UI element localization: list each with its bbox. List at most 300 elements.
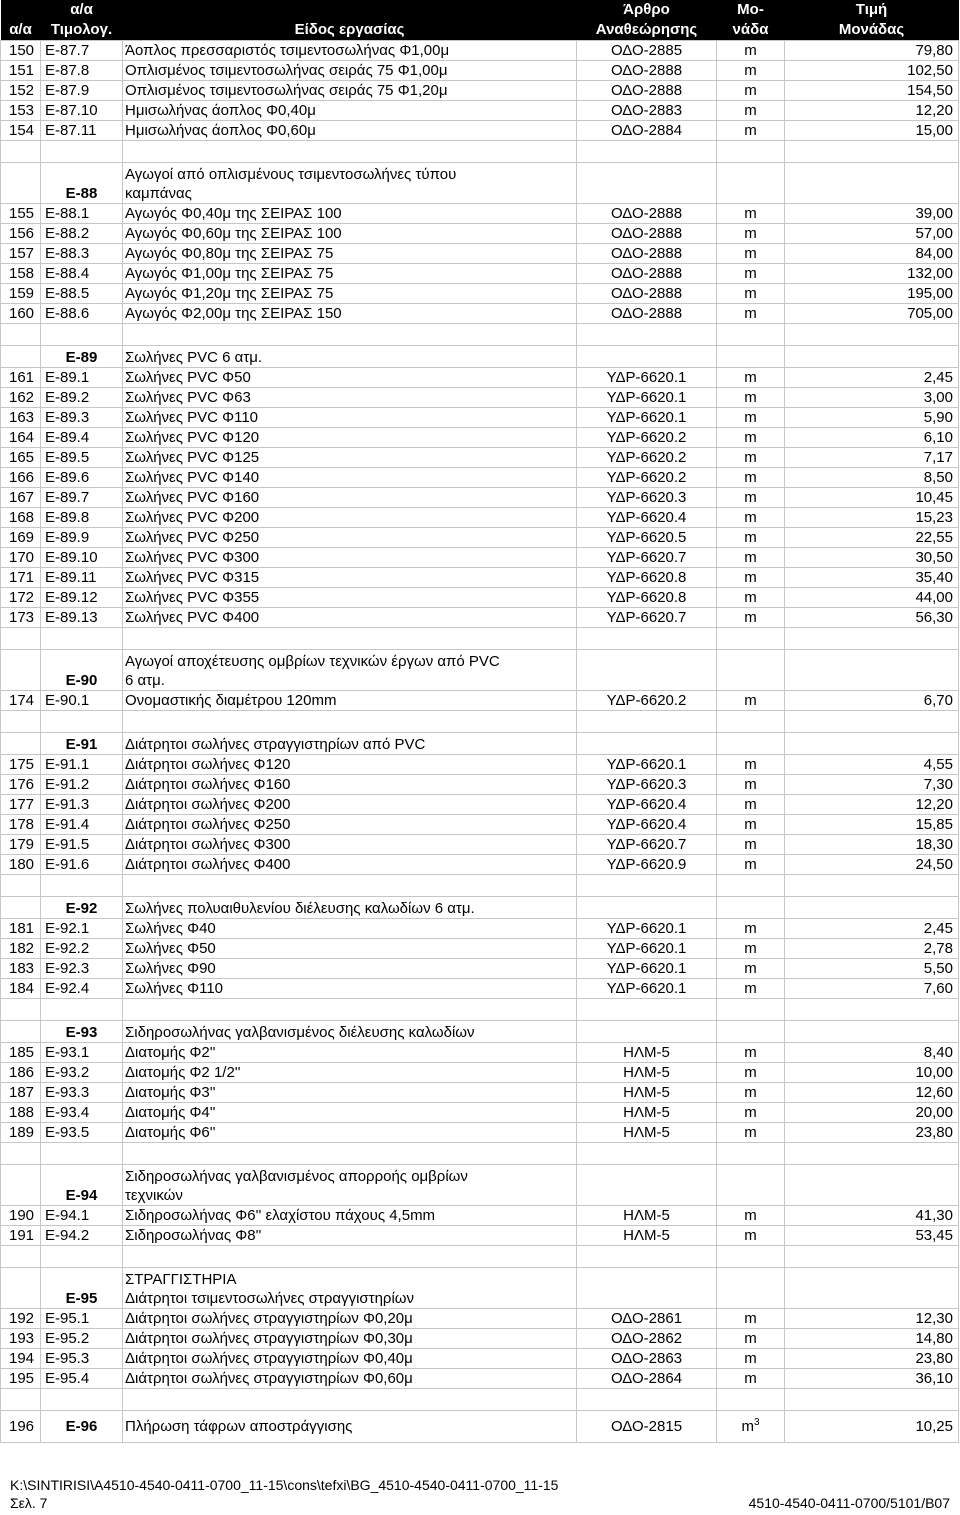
header-unit-line1: Μο- [717,0,785,20]
table-row [1,548,959,568]
row-unit: m [717,388,785,408]
row-code: Ε-88.5 [41,284,123,304]
group-description-line1: Σιδηροσωλήνας γαλβανισμένος απορροής ομβρίων [125,1168,468,1185]
row-code: Ε-91.4 [41,815,123,835]
empty-cell [577,1021,717,1043]
empty-cell [785,141,959,163]
empty-cell [577,1389,717,1411]
row-aa: 171 [1,568,41,588]
group-header-row [1,1021,959,1043]
row-aa: 170 [1,548,41,568]
row-unit: m [717,691,785,711]
row-article: ΥΔΡ-6620.1 [577,388,717,408]
empty-cell [717,1021,785,1043]
group-description [123,650,577,691]
row-article: ΥΔΡ-6620.1 [577,755,717,775]
group-code: Ε-89 [41,346,123,368]
row-price: 44,00 [785,588,959,608]
row-aa: 160 [1,304,41,324]
row-code: Ε-93.4 [41,1103,123,1123]
empty-cell [717,1165,785,1206]
row-description: Σωλήνες PVC Φ125 [123,448,577,468]
row-price: 10,00 [785,1063,959,1083]
row-unit: m [717,979,785,999]
table-row [1,755,959,775]
row-code: Ε-88.4 [41,264,123,284]
empty-cell [41,141,123,163]
row-description: Οπλισμένος τσιμεντοσωλήνας σειράς 75 Φ1,00μ [123,61,577,81]
row-description: Διάτρητοι σωλήνες στραγγιστηρίων Φ0,20μ [123,1309,577,1329]
group-header-row [1,650,959,691]
empty-cell [577,733,717,755]
row-aa: 183 [1,959,41,979]
header-desc: Είδος εργασίας [123,20,577,41]
row-description: Πλήρωση τάφρων αποστράγγισης [123,1411,577,1443]
table-row [1,448,959,468]
empty-cell [717,711,785,733]
row-description: Διάτρητοι σωλήνες Φ400 [123,855,577,875]
row-unit: m [717,488,785,508]
header-article-line1: Άρθρο [577,0,717,20]
row-price: 2,78 [785,939,959,959]
empty-cell [577,1165,717,1206]
row-code: Ε-90.1 [41,691,123,711]
empty-cell [785,324,959,346]
empty-cell [785,346,959,368]
row-description: Διάτρητοι σωλήνες Φ120 [123,755,577,775]
row-unit: m [717,428,785,448]
row-article: ΥΔΡ-6620.7 [577,608,717,628]
table-row [1,61,959,81]
table-row [1,1206,959,1226]
empty-cell [577,999,717,1021]
empty-cell [577,628,717,650]
group-description: Σωλήνες PVC 6 ατμ. [123,346,577,368]
row-article: ΗΛΜ-5 [577,1123,717,1143]
row-description: Οπλισμένος τσιμεντοσωλήνας σειράς 75 Φ1,20μ [123,81,577,101]
table-row [1,1123,959,1143]
group-description: Σιδηροσωλήνας γαλβανισμένος διέλευσης καλωδίων [123,1021,577,1043]
table-row [1,1369,959,1389]
table-row [1,388,959,408]
empty-cell [41,1143,123,1165]
empty-cell [717,628,785,650]
empty-cell [577,875,717,897]
row-price: 84,00 [785,244,959,264]
row-description: Διατομής Φ2 1/2'' [123,1063,577,1083]
row-unit: m [717,41,785,61]
row-aa: 178 [1,815,41,835]
group-code: Ε-94 [41,1165,123,1206]
empty-cell [785,163,959,204]
row-description: Ημισωλήνας άοπλος Φ0,40μ [123,101,577,121]
table-row [1,101,959,121]
row-price: 7,17 [785,448,959,468]
row-article: ΟΔΟ-2885 [577,41,717,61]
footer-file-path: K:\SINTIRISI\A4510-4540-0411-0700_11-15\cons\tefxi\BG_4510-4540-0411-0700_11-15 [10,1477,559,1493]
row-article: ΥΔΡ-6620.2 [577,691,717,711]
row-price: 2,45 [785,368,959,388]
group-header-row [1,733,959,755]
row-description: Ημισωλήνας άοπλος Φ0,60μ [123,121,577,141]
row-code: Ε-94.2 [41,1226,123,1246]
row-aa: 157 [1,244,41,264]
row-unit: m [717,1103,785,1123]
empty-cell [577,346,717,368]
header-aa [1,0,41,20]
empty-cell [1,650,41,691]
spacer-row [1,711,959,733]
row-article: ΥΔΡ-6620.4 [577,795,717,815]
row-description: Σωλήνες PVC Φ250 [123,528,577,548]
row-unit: m [717,855,785,875]
row-description: Σωλήνες Φ50 [123,939,577,959]
table-row [1,1083,959,1103]
row-description: Διατομής Φ6'' [123,1123,577,1143]
row-price: 3,00 [785,388,959,408]
row-unit: m [717,81,785,101]
empty-cell [41,1389,123,1411]
row-aa: 151 [1,61,41,81]
row-article: ΟΔΟ-2864 [577,1369,717,1389]
empty-cell [785,1246,959,1268]
row-price: 39,00 [785,204,959,224]
row-code: Ε-89.6 [41,468,123,488]
empty-cell [1,628,41,650]
empty-cell [785,733,959,755]
header-unit-line2: νάδα [717,20,785,41]
empty-cell [717,1268,785,1309]
row-aa: 179 [1,835,41,855]
empty-cell [41,324,123,346]
row-price: 12,60 [785,1083,959,1103]
group-description-line2: τεχνικών [125,1187,183,1204]
row-code: Ε-88.3 [41,244,123,264]
row-description: Άοπλος πρεσσαριστός τσιμεντοσωλήνας Φ1,00μ [123,41,577,61]
row-price: 23,80 [785,1349,959,1369]
row-price: 12,20 [785,795,959,815]
row-aa: 180 [1,855,41,875]
table-row [1,1063,959,1083]
empty-cell [1,141,41,163]
row-price: 79,80 [785,41,959,61]
row-code: Ε-96 [41,1411,123,1443]
empty-cell [123,875,577,897]
empty-cell [41,711,123,733]
group-description: Διάτρητοι σωλήνες στραγγιστηρίων από PVC [123,733,577,755]
group-description [123,1268,577,1309]
row-aa: 186 [1,1063,41,1083]
group-description [123,163,577,204]
row-description: Αγωγός Φ2,00μ της ΣΕΙΡΑΣ 150 [123,304,577,324]
group-description-line2: Διάτρητοι τσιμεντοσωλήνες στραγγιστηρίων [125,1290,414,1307]
row-price: 35,40 [785,568,959,588]
row-article: ΥΔΡ-6620.4 [577,815,717,835]
row-article: ΟΔΟ-2888 [577,264,717,284]
row-unit: m [717,1123,785,1143]
row-unit: m [717,1329,785,1349]
empty-cell [785,1268,959,1309]
row-article: ΥΔΡ-6620.8 [577,568,717,588]
row-aa: 163 [1,408,41,428]
row-unit: m [717,204,785,224]
table-row [1,979,959,999]
row-description: Διάτρητοι σωλήνες Φ200 [123,795,577,815]
row-aa: 162 [1,388,41,408]
row-code: Ε-92.2 [41,939,123,959]
row-price: 30,50 [785,548,959,568]
row-article: ΟΔΟ-2884 [577,121,717,141]
row-code: Ε-87.8 [41,61,123,81]
row-code: Ε-92.4 [41,979,123,999]
table-row [1,568,959,588]
empty-cell [1,875,41,897]
empty-cell [1,897,41,919]
row-code: Ε-87.7 [41,41,123,61]
empty-cell [41,875,123,897]
row-article: ΥΔΡ-6620.1 [577,408,717,428]
row-price: 8,40 [785,1043,959,1063]
row-code: Ε-91.6 [41,855,123,875]
empty-cell [1,1021,41,1043]
row-code: Ε-89.5 [41,448,123,468]
row-article: ΟΔΟ-2862 [577,1329,717,1349]
row-description: Ονομαστικής διαμέτρου 120mm [123,691,577,711]
table-row [1,408,959,428]
empty-cell [41,999,123,1021]
group-description [123,1165,577,1206]
header-aa-label: α/α [1,20,41,41]
empty-cell [785,1021,959,1043]
row-article: ΥΔΡ-6620.1 [577,959,717,979]
table-row [1,1226,959,1246]
table-row [1,795,959,815]
row-code: Ε-87.11 [41,121,123,141]
group-header-row [1,163,959,204]
empty-cell [577,163,717,204]
table-row [1,959,959,979]
row-price: 8,50 [785,468,959,488]
table-row [1,224,959,244]
row-unit: m [717,101,785,121]
row-aa: 167 [1,488,41,508]
row-code: Ε-93.2 [41,1063,123,1083]
row-description: Σωλήνες PVC Φ355 [123,588,577,608]
row-article: ΗΛΜ-5 [577,1226,717,1246]
table-row [1,1329,959,1349]
row-description: Σιδηροσωλήνας Φ6'' ελαχίστου πάχους 4,5mm [123,1206,577,1226]
group-description-line2: καμπάνας [125,185,192,202]
row-article: ΟΔΟ-2883 [577,101,717,121]
row-aa: 155 [1,204,41,224]
group-description-line2: 6 ατμ. [125,672,165,689]
row-aa: 161 [1,368,41,388]
row-article: ΥΔΡ-6620.1 [577,919,717,939]
empty-cell [123,711,577,733]
row-unit: m [717,368,785,388]
row-description: Σωλήνες PVC Φ110 [123,408,577,428]
row-unit: m [717,284,785,304]
row-price: 154,50 [785,81,959,101]
row-price: 15,85 [785,815,959,835]
row-code: Ε-89.7 [41,488,123,508]
empty-cell [1,1143,41,1165]
row-aa: 175 [1,755,41,775]
group-code: Ε-95 [41,1268,123,1309]
row-aa: 165 [1,448,41,468]
empty-cell [785,999,959,1021]
empty-cell [123,324,577,346]
row-article: ΥΔΡ-6620.3 [577,775,717,795]
group-header-row [1,1165,959,1206]
row-unit: m [717,1369,785,1389]
row-price: 57,00 [785,224,959,244]
row-price: 24,50 [785,855,959,875]
empty-cell [123,999,577,1021]
row-description: Αγωγός Φ0,60μ της ΣΕΙΡΑΣ 100 [123,224,577,244]
row-unit: m [717,304,785,324]
row-unit: m [717,1309,785,1329]
table-row [1,775,959,795]
table-row [1,1411,959,1443]
row-article: ΗΛΜ-5 [577,1103,717,1123]
row-aa: 187 [1,1083,41,1103]
row-code: Ε-87.9 [41,81,123,101]
row-price: 10,45 [785,488,959,508]
empty-cell [717,650,785,691]
row-aa: 194 [1,1349,41,1369]
row-article: ΗΛΜ-5 [577,1043,717,1063]
table-row [1,468,959,488]
row-aa: 182 [1,939,41,959]
row-article: ΟΔΟ-2888 [577,284,717,304]
row-code: Ε-89.1 [41,368,123,388]
table-row [1,588,959,608]
row-article: ΟΔΟ-2888 [577,244,717,264]
footer-doc-code: 4510-4540-0411-0700/5101/Β07 [748,1495,950,1511]
row-description: Διάτρητοι σωλήνες Φ250 [123,815,577,835]
row-description: Σωλήνες PVC Φ63 [123,388,577,408]
empty-cell [577,711,717,733]
row-description: Διάτρητοι σωλήνες στραγγιστηρίων Φ0,60μ [123,1369,577,1389]
group-header-row [1,346,959,368]
group-code: Ε-93 [41,1021,123,1043]
row-description: Αγωγός Φ0,40μ της ΣΕΙΡΑΣ 100 [123,204,577,224]
empty-cell [577,141,717,163]
row-aa: 181 [1,919,41,939]
row-code: Ε-95.4 [41,1369,123,1389]
row-description: Διάτρητοι σωλήνες στραγγιστηρίων Φ0,40μ [123,1349,577,1369]
spacer-row [1,875,959,897]
empty-cell [785,650,959,691]
empty-cell [717,897,785,919]
row-price: 15,00 [785,121,959,141]
row-description: Σωλήνες PVC Φ140 [123,468,577,488]
spacer-row [1,1389,959,1411]
row-description: Διάτρητοι σωλήνες Φ160 [123,775,577,795]
row-description: Σιδηροσωλήνας Φ8'' [123,1226,577,1246]
row-article: ΥΔΡ-6620.2 [577,428,717,448]
header-desc-spacer [123,0,577,20]
empty-cell [577,1246,717,1268]
row-unit: m [717,61,785,81]
row-price: 6,10 [785,428,959,448]
row-price: 12,30 [785,1309,959,1329]
row-code: Ε-88.2 [41,224,123,244]
row-code: Ε-87.10 [41,101,123,121]
row-price: 2,45 [785,919,959,939]
table-row [1,428,959,448]
row-unit: m [717,508,785,528]
row-price: 12,20 [785,101,959,121]
empty-cell [577,1268,717,1309]
row-unit: m [717,468,785,488]
row-unit: m [717,795,785,815]
table-row [1,1349,959,1369]
row-unit: m [717,939,785,959]
row-price: 10,25 [785,1411,959,1443]
header-code-line2: Τιμολογ. [41,20,123,41]
group-code: Ε-91 [41,733,123,755]
row-price: 4,55 [785,755,959,775]
page-footer [10,1476,950,1512]
row-unit: m [717,1083,785,1103]
row-unit: m [717,548,785,568]
row-aa: 153 [1,101,41,121]
row-code: Ε-92.1 [41,919,123,939]
empty-cell [41,628,123,650]
row-price: 5,90 [785,408,959,428]
empty-cell [717,999,785,1021]
row-code: Ε-92.3 [41,959,123,979]
row-aa: 174 [1,691,41,711]
row-aa: 173 [1,608,41,628]
row-description: Διατομής Φ2'' [123,1043,577,1063]
row-article: ΥΔΡ-6620.3 [577,488,717,508]
row-article: ΟΔΟ-2888 [577,224,717,244]
row-description: Σωλήνες PVC Φ300 [123,548,577,568]
empty-cell [577,324,717,346]
empty-cell [717,1246,785,1268]
row-aa: 189 [1,1123,41,1143]
row-description: Σωλήνες PVC Φ315 [123,568,577,588]
row-price: 53,45 [785,1226,959,1246]
row-unit: m [717,919,785,939]
row-article: ΥΔΡ-6620.9 [577,855,717,875]
row-description: Σωλήνες PVC Φ200 [123,508,577,528]
row-description: Διατομής Φ4'' [123,1103,577,1123]
row-description: Διατομής Φ3'' [123,1083,577,1103]
row-aa: 192 [1,1309,41,1329]
row-code: Ε-89.3 [41,408,123,428]
row-code: Ε-89.13 [41,608,123,628]
empty-cell [577,650,717,691]
empty-cell [123,141,577,163]
row-unit: m [717,755,785,775]
table-row [1,691,959,711]
unit-exponent: 3 [753,1417,760,1428]
row-price: 102,50 [785,61,959,81]
group-description-line1: Αγωγοί αποχέτευσης ομβρίων τεχνικών έργων από PVC [125,653,500,670]
row-article: ΥΔΡ-6620.5 [577,528,717,548]
row-unit: m [717,1063,785,1083]
row-unit: m [717,568,785,588]
empty-cell [41,1246,123,1268]
row-article: ΥΔΡ-6620.2 [577,448,717,468]
row-code: Ε-89.12 [41,588,123,608]
table-row [1,608,959,628]
row-aa: 184 [1,979,41,999]
